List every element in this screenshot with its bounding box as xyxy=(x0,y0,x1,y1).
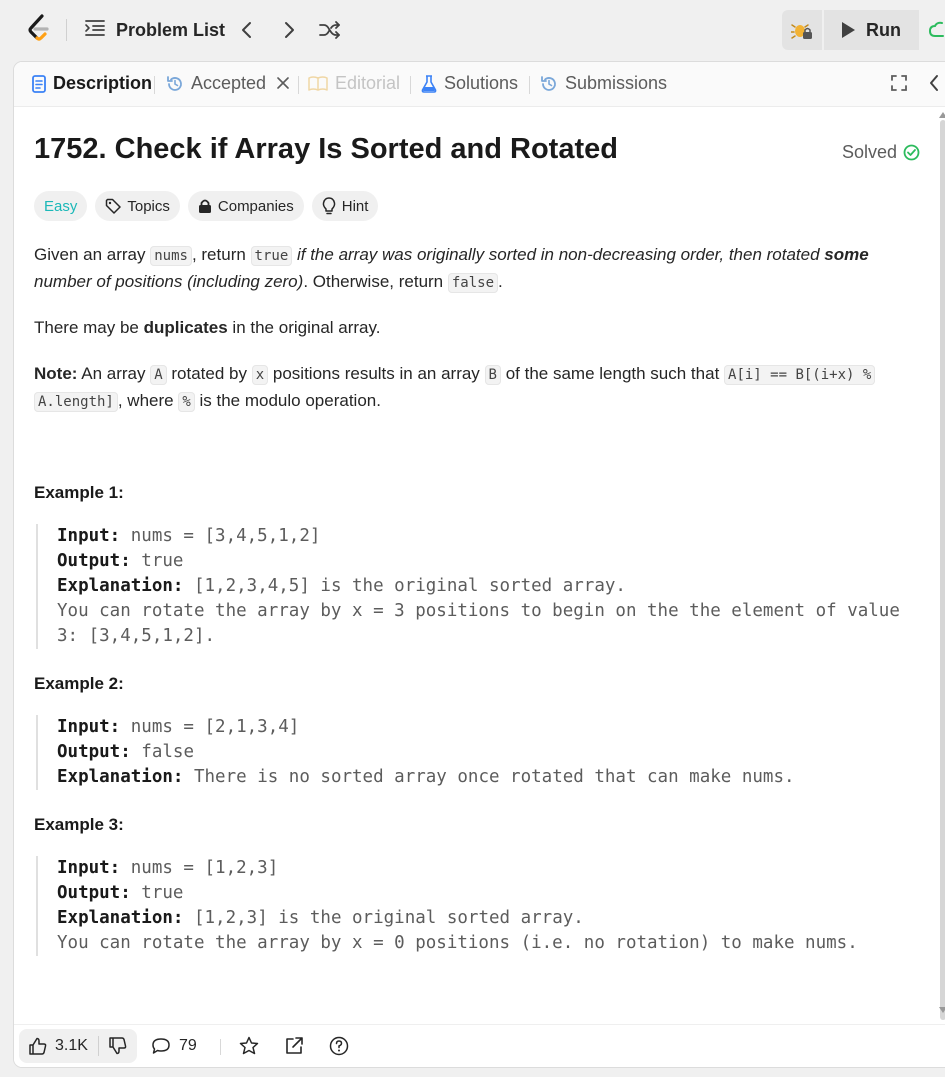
explanation-label: Explanation: xyxy=(57,767,184,787)
inline-code: A[i] == B[(i+x) % xyxy=(724,365,875,385)
inline-code: % xyxy=(178,392,194,412)
text: , where xyxy=(117,391,179,410)
top-bar xyxy=(0,0,945,60)
explanation-line: You can rotate the array by x = 3 positions to begin on the the element of value xyxy=(57,601,900,621)
topbar-divider xyxy=(66,19,67,41)
text-italic: if the array was originally sorted in non-decreasing order, then rotated xyxy=(292,245,825,264)
share-button[interactable] xyxy=(284,1030,304,1062)
play-icon xyxy=(840,21,856,39)
shuffle-icon xyxy=(318,20,342,40)
problem-list-button[interactable] xyxy=(84,18,225,43)
companies-label: Companies xyxy=(217,197,294,215)
tab-separator xyxy=(298,76,299,94)
footer-separator xyxy=(220,1039,221,1055)
like-button[interactable] xyxy=(19,1029,98,1063)
tab-description-label: Description xyxy=(53,73,153,93)
tab-description[interactable] xyxy=(32,73,152,94)
input-value: nums = [3,4,5,1,2] xyxy=(120,526,321,546)
maximize-button[interactable] xyxy=(890,74,908,92)
history-icon xyxy=(540,75,558,93)
tab-solutions-label: Solutions xyxy=(444,73,519,93)
tab-accepted[interactable] xyxy=(166,73,289,94)
example-1-title: Example 1: xyxy=(34,483,124,502)
inline-code: nums xyxy=(150,246,192,266)
tab-accepted-label: Accepted xyxy=(191,73,267,93)
feedback-button[interactable] xyxy=(329,1030,349,1062)
tab-submissions-label: Submissions xyxy=(565,73,668,93)
output-value: false xyxy=(130,742,194,762)
explanation-value: [1,2,3,4,5] is the original sorted array. xyxy=(183,576,626,596)
text: in the original array. xyxy=(227,318,381,337)
hint-label: Hint xyxy=(341,197,369,215)
text: , return xyxy=(191,245,251,264)
chevron-left-icon xyxy=(928,74,940,92)
dislike-button[interactable] xyxy=(99,1029,137,1063)
description-paragraph-1 xyxy=(34,242,914,296)
comment-icon xyxy=(151,1037,171,1055)
tab-submissions[interactable] xyxy=(540,73,667,94)
comments-button[interactable] xyxy=(151,1030,197,1062)
explanation-line: 3: [3,4,5,1,2]. xyxy=(57,626,216,646)
input-label: Input: xyxy=(57,526,121,546)
text-italic: number of positions (including zero) xyxy=(34,272,304,291)
collapse-panel-button[interactable] xyxy=(928,74,940,92)
list-icon xyxy=(84,18,106,43)
input-label: Input: xyxy=(57,717,121,737)
explanation-line: You can rotate the array by x = 0 positions (i.e. no rotation) to make nums. xyxy=(57,933,858,953)
output-value: true xyxy=(130,551,184,571)
next-problem-button[interactable] xyxy=(277,18,301,42)
check-circle-icon xyxy=(903,144,920,161)
chevron-right-icon xyxy=(282,20,296,40)
example-2-block xyxy=(36,715,795,790)
tab-separator xyxy=(154,76,155,94)
inline-code: A.length] xyxy=(34,392,118,412)
bug-lock-icon xyxy=(791,19,813,41)
example-3-title: Example 3: xyxy=(34,815,124,834)
description-panel xyxy=(13,61,945,1068)
problem-tags xyxy=(34,191,378,221)
tag-icon xyxy=(105,198,121,214)
inline-code: x xyxy=(252,365,268,385)
random-problem-button[interactable] xyxy=(318,18,342,42)
solved-status xyxy=(842,142,920,163)
explanation-label: Explanation: xyxy=(57,908,184,928)
tab-editorial-label: Editorial xyxy=(335,73,401,93)
vote-box xyxy=(19,1029,137,1063)
help-circle-icon xyxy=(329,1036,349,1056)
text: . Otherwise, return xyxy=(303,272,448,291)
scrollbar-thumb[interactable] xyxy=(940,120,945,1020)
leetcode-logo-icon[interactable] xyxy=(26,14,54,44)
topics-label: Topics xyxy=(127,197,170,215)
maximize-icon xyxy=(890,74,908,92)
input-label: Input: xyxy=(57,858,121,878)
favorite-button[interactable] xyxy=(239,1030,259,1062)
editor-toolbar xyxy=(782,10,945,50)
scroll-down-arrow[interactable] xyxy=(939,1007,945,1013)
tab-separator xyxy=(529,76,530,94)
submit-button[interactable] xyxy=(929,10,945,50)
output-label: Output: xyxy=(57,742,131,762)
text: . xyxy=(498,272,503,291)
difficulty-badge: Easy xyxy=(34,191,87,221)
text: An array xyxy=(77,364,151,383)
companies-button[interactable] xyxy=(188,191,304,221)
text: Given an array xyxy=(34,245,151,264)
thumbs-up-icon xyxy=(29,1037,47,1055)
input-value: nums = [1,2,3] xyxy=(120,858,279,878)
explanation-value: [1,2,3] is the original sorted array. xyxy=(183,908,584,928)
external-link-icon xyxy=(284,1036,304,1056)
comment-count: 79 xyxy=(179,1037,197,1054)
history-icon xyxy=(166,75,184,93)
output-label: Output: xyxy=(57,883,131,903)
inline-code: B xyxy=(485,365,501,385)
document-icon xyxy=(32,75,46,93)
chevron-left-icon xyxy=(240,20,254,40)
explanation-label: Explanation: xyxy=(57,576,184,596)
explanation-value: There is no sorted array once rotated that can make nums. xyxy=(183,767,795,787)
text: positions results in an array xyxy=(268,364,485,383)
lock-icon xyxy=(198,198,212,214)
tab-editorial[interactable] xyxy=(308,73,400,94)
text-bold: some xyxy=(824,245,869,264)
text: There may be xyxy=(34,318,144,337)
close-tab-icon[interactable] xyxy=(277,73,289,94)
description-paragraph-2 xyxy=(34,315,914,341)
output-value: true xyxy=(130,883,184,903)
input-value: nums = [2,1,3,4] xyxy=(120,717,300,737)
run-label: Run xyxy=(866,19,901,40)
note-label: Note: xyxy=(34,364,78,383)
like-count: 3.1K xyxy=(55,1037,88,1054)
inline-code: A xyxy=(150,365,166,385)
inline-code: true xyxy=(251,246,293,266)
topics-button[interactable] xyxy=(95,191,180,221)
book-icon xyxy=(308,76,328,92)
example-1-block xyxy=(36,524,900,649)
description-note xyxy=(34,361,914,415)
panel-footer xyxy=(14,1024,945,1068)
hint-button[interactable] xyxy=(312,191,379,221)
panel-tabs xyxy=(14,62,945,107)
scroll-up-arrow[interactable] xyxy=(939,112,945,118)
run-button[interactable] xyxy=(824,10,919,50)
example-3-block xyxy=(36,856,858,956)
prev-problem-button[interactable] xyxy=(235,18,259,42)
text: of the same length such that xyxy=(500,364,725,383)
problem-title: 1752. Check if Array Is Sorted and Rotated xyxy=(34,133,618,165)
problem-list-label: Problem List xyxy=(116,20,226,40)
inline-code: false xyxy=(448,273,498,293)
debug-button[interactable] xyxy=(782,10,822,50)
cloud-upload-icon xyxy=(929,19,945,41)
lightbulb-icon xyxy=(322,197,336,215)
solved-label: Solved xyxy=(842,142,898,162)
output-label: Output: xyxy=(57,551,131,571)
thumbs-down-icon xyxy=(109,1037,127,1055)
tab-solutions[interactable] xyxy=(421,73,518,94)
text: is the modulo operation. xyxy=(194,391,381,410)
text-bold: duplicates xyxy=(143,318,228,337)
star-icon xyxy=(239,1036,259,1056)
text: rotated by xyxy=(166,364,252,383)
flask-icon xyxy=(421,75,437,93)
example-2-title: Example 2: xyxy=(34,674,124,693)
tab-separator xyxy=(410,76,411,94)
